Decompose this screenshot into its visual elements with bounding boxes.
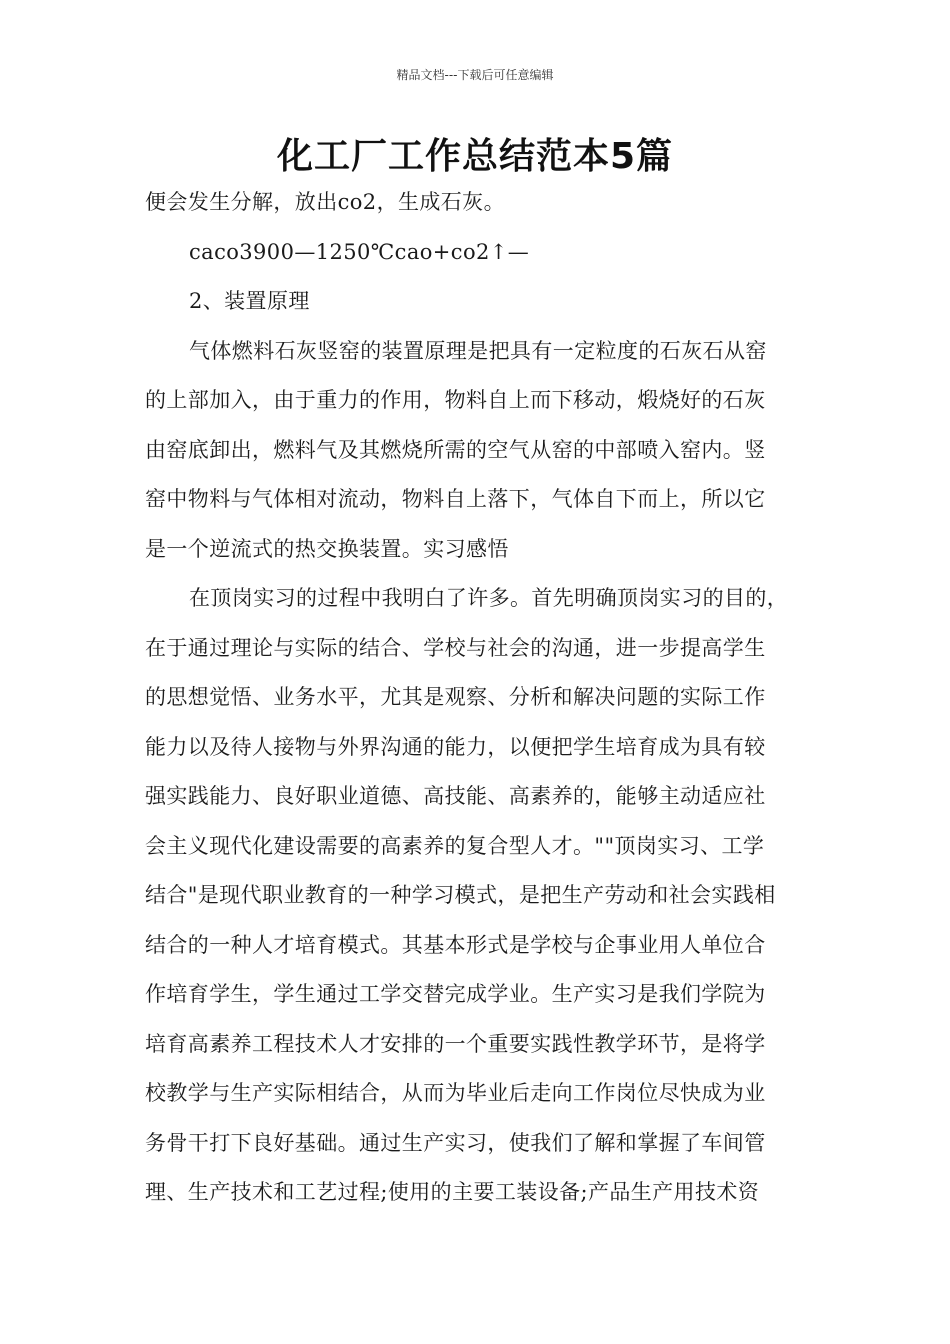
text-line: 作培育学生，学生通过工学交替完成学业。生产实习是我们学院为 [145, 982, 766, 1006]
text-line: 是一个逆流式的热交换装置。实习感悟 [145, 536, 509, 561]
text-line: 会主义现代化建设需要的高素养的复合型人才。""顶岗实习、工学 [145, 833, 765, 858]
text-line: 气体燃料石灰竖窑的装置原理是把具有一定粒度的石灰石从窑 [189, 338, 767, 363]
text-line: 由窑底卸出，燃料气及其燃烧所需的空气从窑的中部喷入窑内。竖 [145, 437, 766, 462]
text-line: 务骨干打下良好基础。通过生产实习，使我们了解和掌握了车间管 [145, 1130, 766, 1155]
header-note: 精品文档---下载后可任意编辑 [396, 68, 554, 82]
document-body [145, 182, 825, 1222]
text-line: 能力以及待人接物与外界沟通的能力，以便把学生培育成为具有较 [145, 734, 766, 759]
text-line: 的上部加入，由于重力的作用，物料自上而下移动，煅烧好的石灰 [145, 388, 766, 412]
text-line: 2、装置原理 [189, 289, 310, 313]
text-line: 结合"是现代职业教育的一种学习模式，是把生产劳动和社会实践相 [145, 883, 776, 907]
text-line: 强实践能力、良好职业道德、高技能、高素养的，能够主动适应社 [145, 784, 766, 808]
text-line: caco3900—1250℃cao+co2↑— [189, 239, 530, 264]
text-line: 理、生产技术和工艺过程;使用的主要工装设备;产品生产用技术资 [145, 1180, 760, 1204]
text-line: 在顶岗实习的过程中我明白了许多。首先明确顶岗实习的目的， [189, 586, 789, 610]
text-line: 便会发生分解，放出co2，生成石灰。 [145, 190, 505, 214]
text-line: 窑中物料与气体相对流动，物料自上落下，气体自下而上，所以它 [145, 487, 766, 511]
text-line: 结合的一种人才培育模式。其基本形式是学校与企事业用人单位合 [145, 932, 766, 957]
text-line: 的思想觉悟、业务水平，尤其是观察、分析和解决问题的实际工作 [145, 685, 766, 709]
document-title: 化工厂工作总结范本5篇 [276, 136, 674, 177]
text-line: 在于通过理论与实际的结合、学校与社会的沟通，进一步提高学生 [145, 635, 766, 660]
text-line: 培育高素养工程技术人才安排的一个重要实践性教学环节，是将学 [145, 1031, 766, 1056]
text-line: 校教学与生产实际相结合，从而为毕业后走向工作岗位尽快成为业 [145, 1081, 766, 1105]
